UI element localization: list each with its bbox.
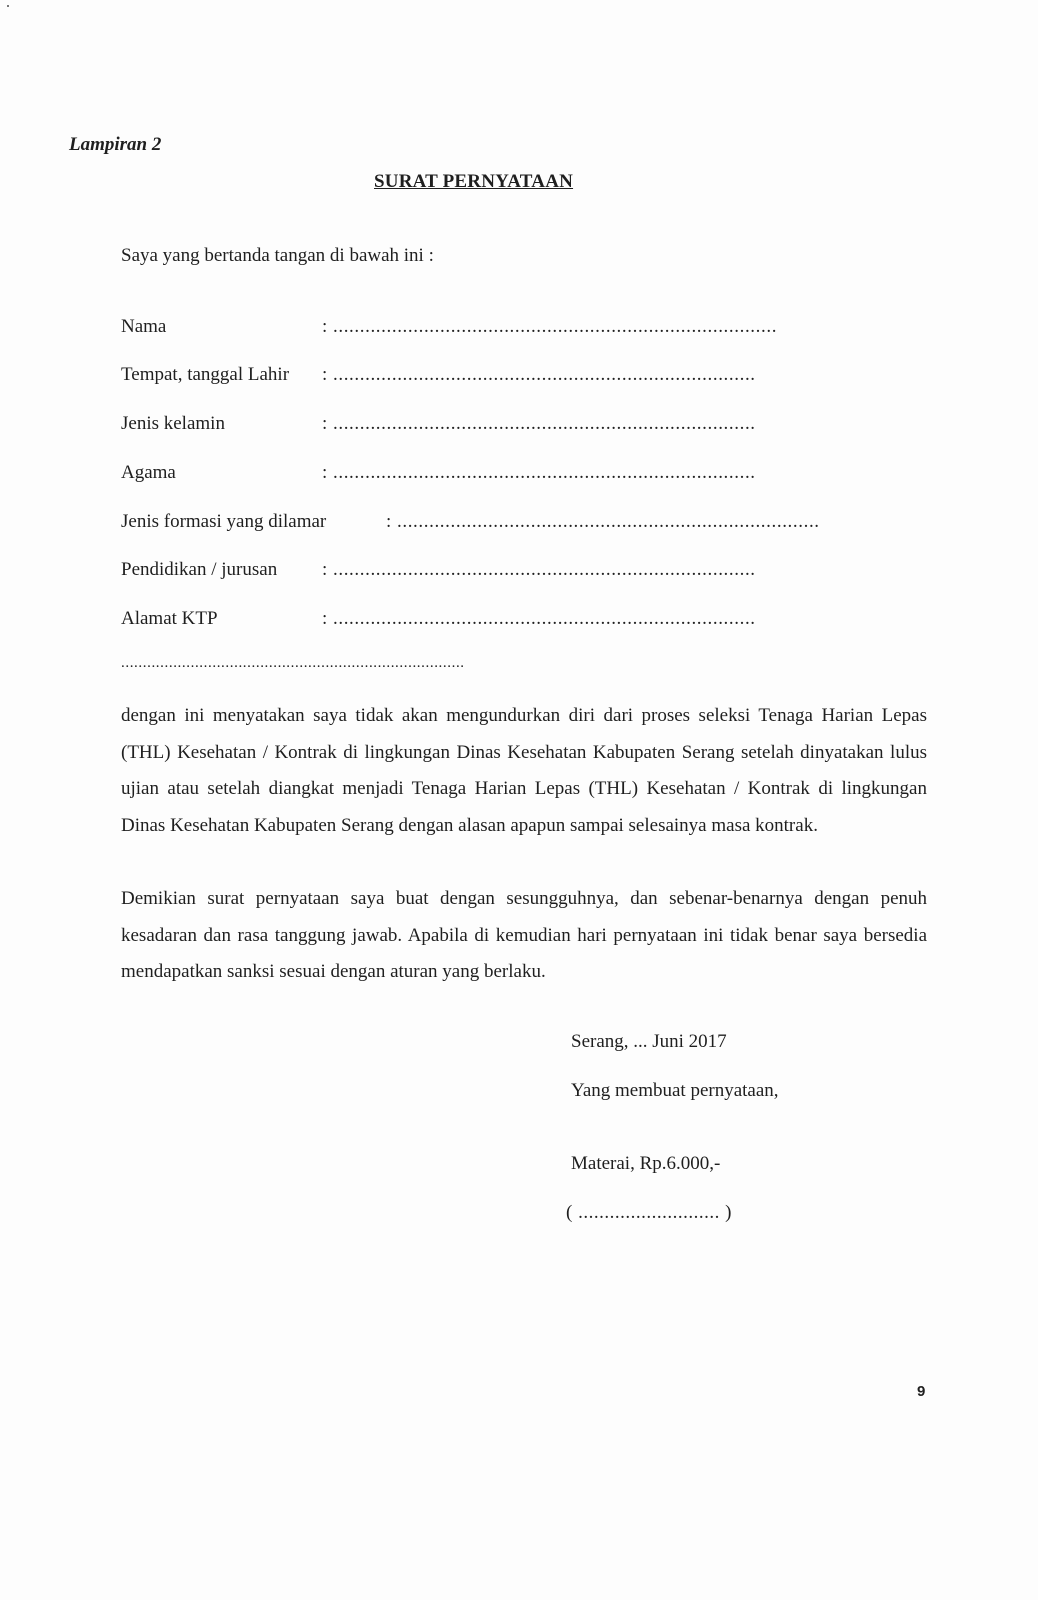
signature-name-line: ( ........................... ) [566, 1202, 732, 1223]
scan-speck [7, 5, 9, 7]
field-colon: : [322, 316, 328, 337]
field-label-nama: Nama [121, 316, 167, 337]
field-colon: : [322, 364, 328, 385]
field-value-agama: ............................................................................... [333, 462, 756, 483]
document-title: SURAT PERNYATAAN [374, 171, 574, 192]
field-label-pendidikan-jurusan: Pendidikan / jurusan [121, 559, 278, 580]
field-value-jenis-formasi: ............................................................................... [397, 511, 820, 532]
field-colon: : [322, 413, 328, 434]
field-value-tempat-tanggal-lahir: ............................................................................... [333, 364, 756, 385]
field-value-jenis-kelamin: ............................................................................... [333, 413, 756, 434]
field-value-alamat-ktp: ............................................................................... [333, 608, 756, 629]
closing-paragraph: Demikian surat pernyataan saya buat dengan sesungguhnya, dan sebenar-benarnya dengan penuh kesadaran dan rasa tanggung jawab. Apabila di kemudian hari pernyataan ini tidak benar saya bersedia mendapatkan sanksi sesuai dengan aturan yang berlaku. [121, 888, 927, 982]
field-label-agama: Agama [121, 462, 176, 483]
field-colon: : [322, 608, 328, 629]
address-continuation-line: ............................................................................... [121, 655, 465, 671]
field-label-jenis-kelamin: Jenis kelamin [121, 413, 225, 434]
place-date: Serang, ... Juni 2017 [571, 1031, 727, 1052]
stamp-duty-label: Materai, Rp.6.000,- [571, 1153, 721, 1174]
field-label-alamat-ktp: Alamat KTP [121, 608, 218, 629]
statement-paragraph: dengan ini menyatakan saya tidak akan mengundurkan diri dari proses seleksi Tenaga Harian Lepas (THL) Kesehatan / Kontrak di lingkungan Dinas Kesehatan Kabupaten Serang setelah dinyatakan lulus ujian atau setelah diangkat menjadi Tenaga Harian Lepas (THL) Kesehatan / Kontrak di lingkungan Dinas Kesehatan Kabupaten Serang dengan alasan apapun sampai selesainya masa kontrak. [121, 705, 927, 836]
attachment-label: Lampiran 2 [69, 134, 162, 155]
field-label-tempat-tanggal-lahir: Tempat, tanggal Lahir [121, 364, 290, 385]
field-value-nama: ................................................................................... [333, 316, 778, 337]
field-colon: : [386, 511, 392, 532]
field-colon: : [322, 559, 328, 580]
field-colon: : [322, 462, 328, 483]
maker-label: Yang membuat pernyataan, [571, 1080, 779, 1101]
intro-text: Saya yang bertanda tangan di bawah ini : [121, 245, 434, 266]
field-value-pendidikan-jurusan: ............................................................................... [333, 559, 756, 580]
field-label-jenis-formasi: Jenis formasi yang dilamar [121, 511, 327, 532]
page-number: 9 [917, 1383, 926, 1400]
